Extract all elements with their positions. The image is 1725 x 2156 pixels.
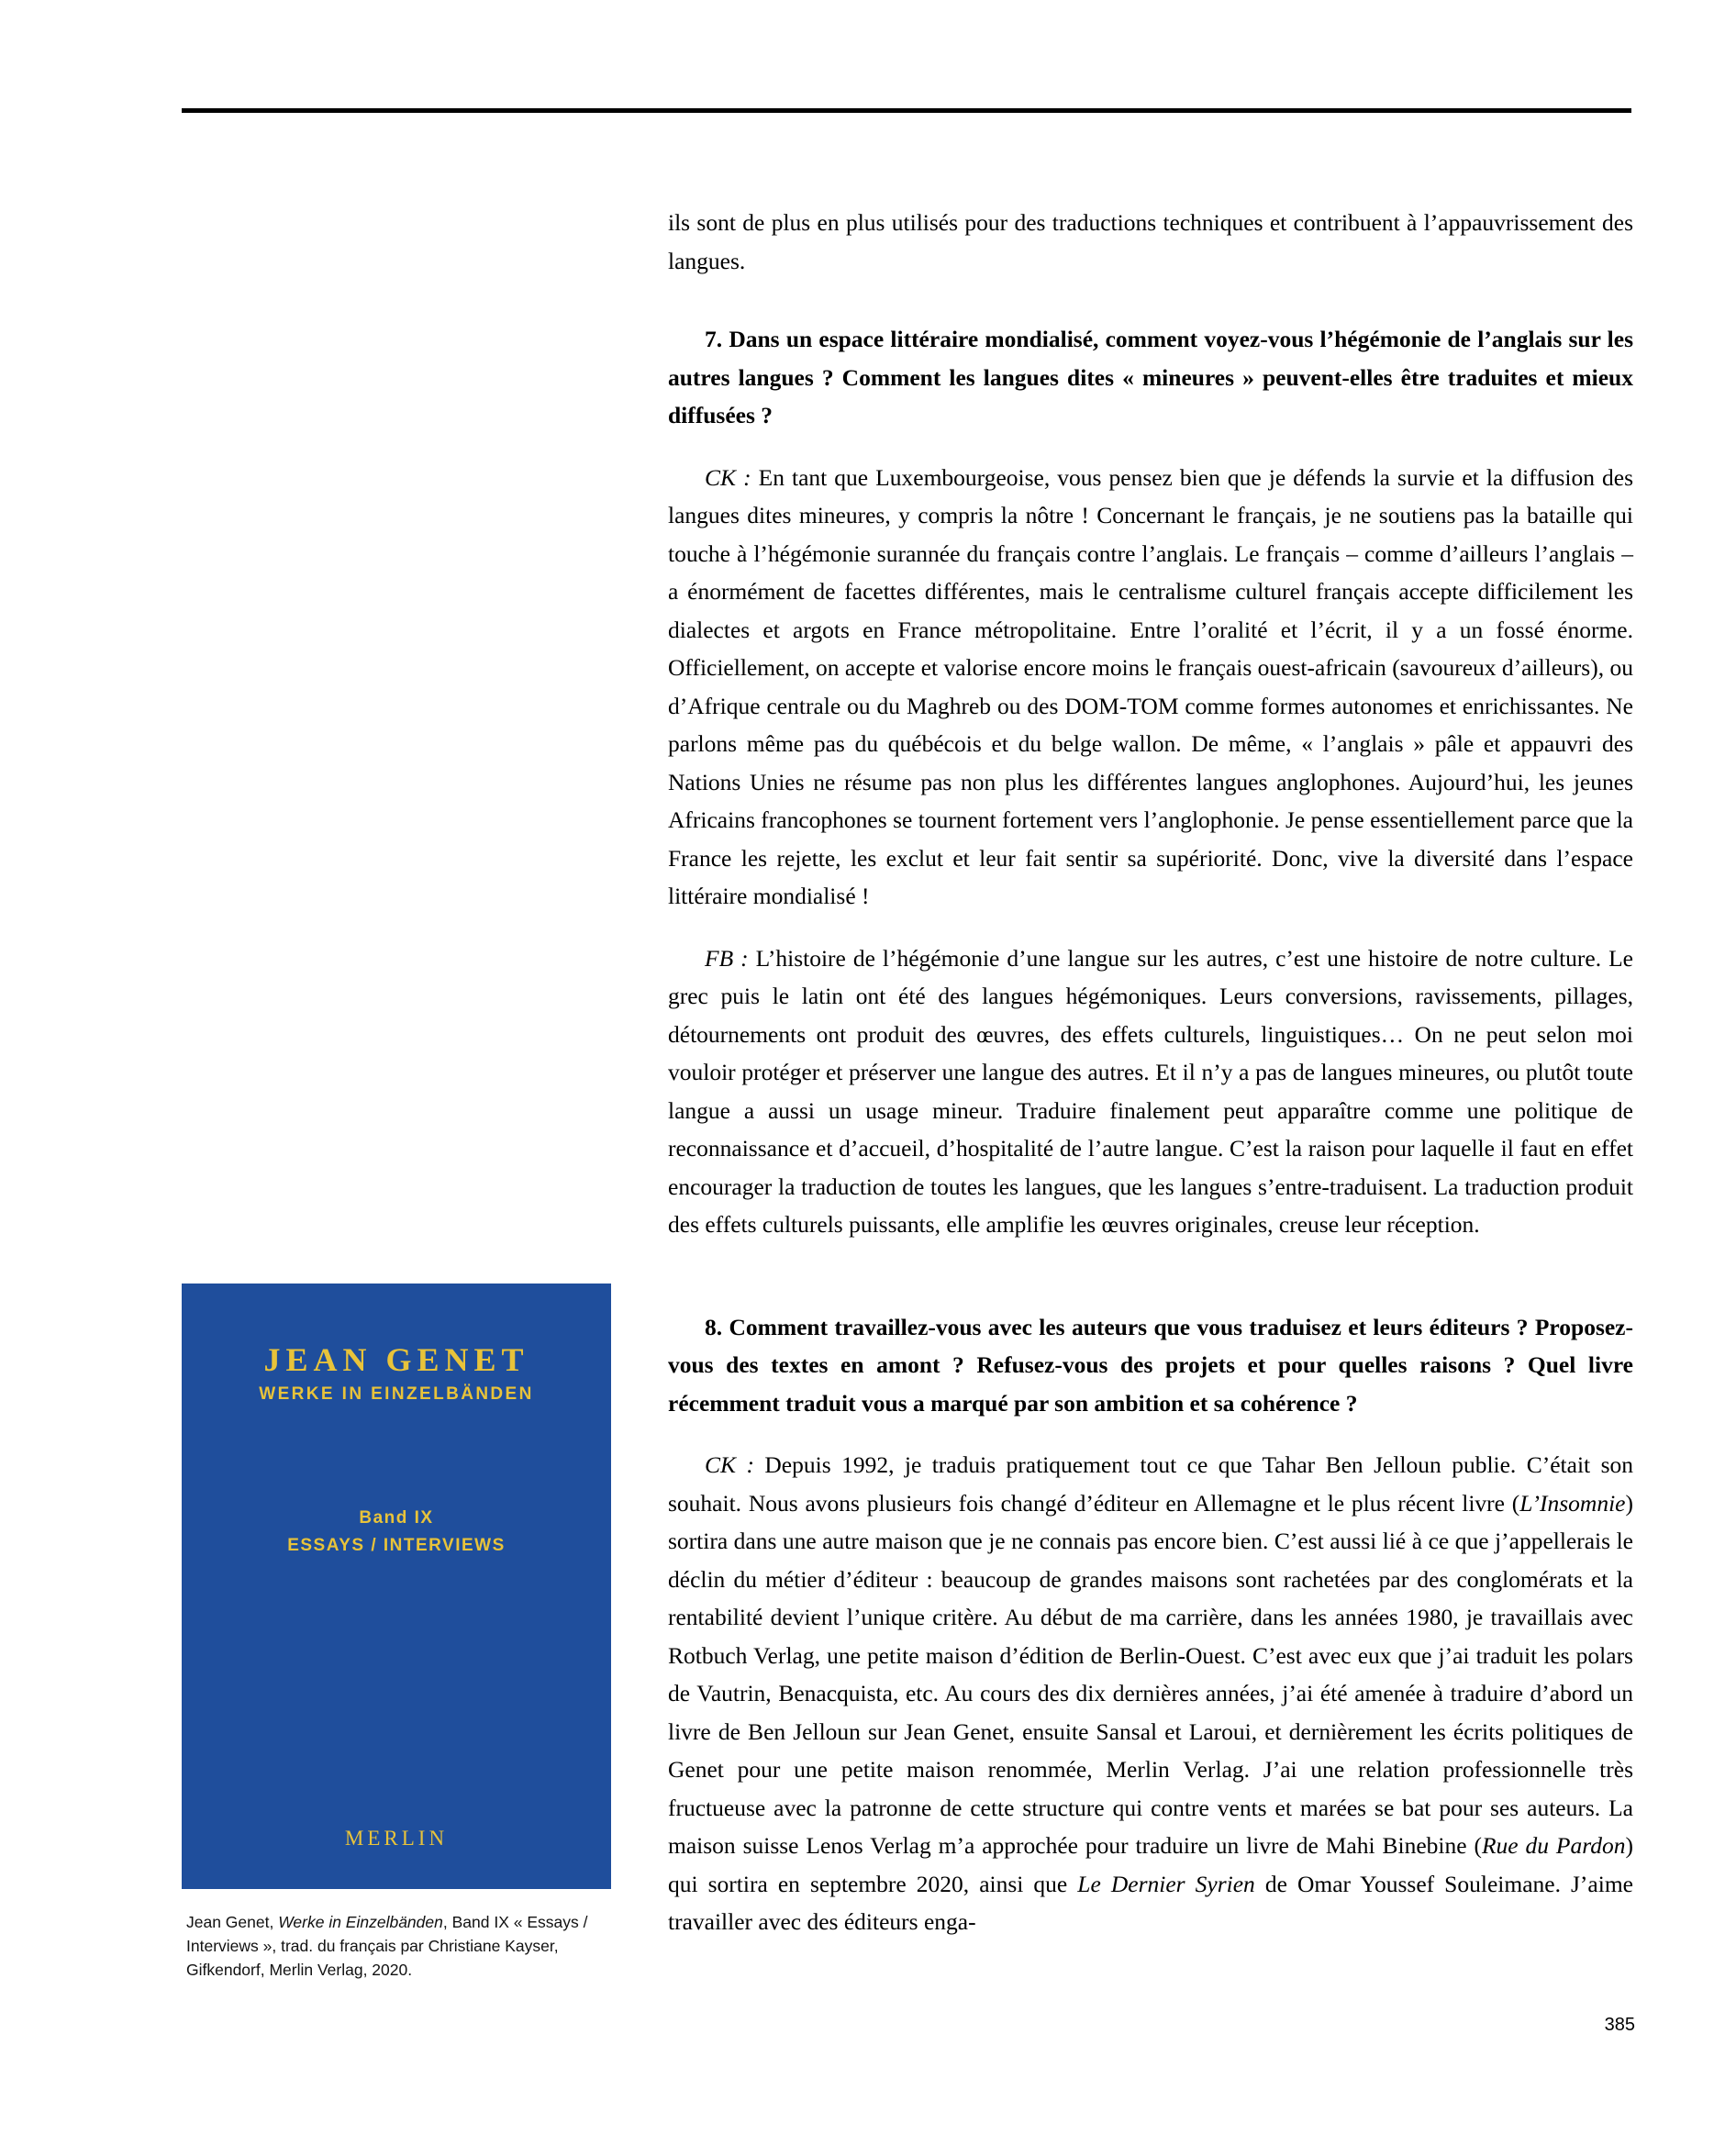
cover-band-number: Band IX xyxy=(359,1508,434,1528)
book-title-insomnie: L’Insomnie xyxy=(1519,1489,1626,1517)
caption-text-1: Jean Genet, xyxy=(186,1913,279,1931)
answer-8-ck xyxy=(668,1446,1633,1941)
caption-book-title: Werke in Einzelbänden xyxy=(278,1913,443,1931)
spacer xyxy=(668,1284,1633,1308)
cover-subtitle: WERKE IN EINZELBÄNDEN xyxy=(259,1384,534,1404)
page-number: 385 xyxy=(1604,2015,1635,2035)
answer-7-ck xyxy=(668,459,1633,916)
answer-7-fb xyxy=(668,939,1633,1244)
question-7: 7. Dans un espace littéraire mondialisé, comment voyez-vous l’hégémonie de l’anglais sur les autres langues ? Comment les langues dites « mineures » peuvent-elles être traduites et mieux diffusées ? xyxy=(668,326,1633,428)
speaker-label-fb: FB : xyxy=(705,944,749,972)
spacer xyxy=(668,916,1633,939)
speaker-label-ck-2: CK : xyxy=(705,1451,754,1478)
header-rule xyxy=(182,108,1631,113)
cover-publisher: MERLIN xyxy=(344,1827,449,1850)
paragraph-intro: ils sont de plus en plus utilisés pour des traductions techniques et contribuent à l’appauvrissement des langues. xyxy=(668,209,1633,274)
spacer xyxy=(668,280,1633,320)
spacer xyxy=(668,1422,1633,1446)
spacer xyxy=(668,435,1633,459)
caption-text-2: , Band IX « Essays / Interviews », trad. du français par Christiane Kayser, Gifkendorf, Merlin Verlag, 2020. xyxy=(186,1913,588,1979)
cover-title: JEAN GENET xyxy=(263,1341,529,1378)
cover-content-type: ESSAYS / INTERVIEWS xyxy=(287,1536,506,1555)
book-title-rue-du-pardon: Rue du Pardon xyxy=(1481,1832,1626,1859)
question-8: 8. Comment travaillez-vous avec les auteurs que vous traduisez et leurs éditeurs ? Proposez-vous des textes en amont ? Refusez-vous des projets et pour quelles raisons ? Quel livre récemment traduit vous a marqué par son ambition et sa cohérence ? xyxy=(668,1313,1633,1417)
answer-8-ck-text-2: ) sortira dans une autre maison que je ne connais pas encore bien. C’est aussi lié à ce que j’appellerais le déclin du métier d’éditeur : beaucoup de grandes maisons sont rachetées par des conglomérats et la rentabilité devient l’unique critère. Au début de ma carrière, dans les années 1980, je travaillais avec Rotbuch Verlag, une petite maison d’édition de Berlin-Ouest. C’est avec eux que j’ai traduit les polars de Vautrin, Benacquista, etc. Au cours des dix dernières années, j’ai été amenée à traduire d’abord un livre de Ben Jelloun sur Jean Genet, ensuite Sansal et Laroui, et dernièrement les écrits politiques de Genet pour une petite maison renommée, Merlin Verlag. J’ai une relation professionnelle très fructueuse avec la patronne de cette structure qui contre vents et marées se bat pour ses auteurs. La maison suisse Lenos Verlag m’a approchée pour traduire un livre de Mahi Binebine ( xyxy=(668,1489,1633,1859)
answer-8-ck-text-1: Depuis 1992, je traduis pratiquement tout ce que Tahar Ben Jelloun publie. C’était son souhait. Nous avons plusieurs fois changé d’éditeur en Allemagne et le plus récent livre ( xyxy=(668,1451,1633,1517)
speaker-label-ck: CK : xyxy=(705,463,751,491)
spacer xyxy=(668,1244,1633,1284)
answer-7-fb-text: L’histoire de l’hégémonie d’une langue sur les autres, c’est une histoire de notre culture. Le grec puis le latin ont été des langues hégémoniques. Leurs conversions, ravissements, pillages, détournements ont produit des œuvres, des effets culturels, linguistiques… On ne peut selon moi vouloir protéger et préserver une langue des autres. Et il n’y a pas de langues mineures, ou plutôt toute langue a aussi un usage mineur. Traduire finalement peut apparaître comme une politique de reconnaissance et d’accueil, d’hospitalité de l’autre langue. C’est la raison pour laquelle il faut en effet encourager la traduction de toutes les langues, que les langues s’entre-traduisent. La traduction produit des effets culturels puissants, elle amplifie les œuvres originales, creuse leur réception. xyxy=(668,944,1633,1238)
book-title-dernier-syrien: Le Dernier Syrien xyxy=(1077,1870,1255,1897)
figure-caption xyxy=(186,1910,590,1982)
main-text-column xyxy=(668,204,1633,1941)
answer-8-ck-text-3: ) qui sortira en septembre 2020, ainsi que xyxy=(668,1832,1633,1897)
book-cover-image xyxy=(182,1284,611,1889)
answer-7-ck-text: En tant que Luxembourgeoise, vous pensez bien que je défends la survie et la diffusion des langues dites mineures, y compris la nôtre ! Concernant le français, je ne soutiens pas la bataille qui touche à l’hégémonie surannée du français contre l’anglais. Le français – comme d’ailleurs l’anglais – a énormément de facettes différentes, mais le centralisme culturel français accepte difficilement les dialectes et argots en France métropolitaine. Entre l’oralité et l’écrit, il y a un fossé énorme. Officiellement, on accepte et valorise encore moins le français ouest-africain (savoureux d’ailleurs), ou d’Afrique centrale ou du Maghreb ou des DOM-TOM comme formes autonomes et enrichissantes. Ne parlons même pas du québécois et du belge wallon. De même, « l’anglais » pâle et appauvri des Nations Unies ne résume pas non plus les différentes langues anglophones. Aujourd’hui, les jeunes Africains francophones se tournent fortement vers l’anglophonie. Je pense essentiellement parce que la France les rejette, les exclut et leur fait sentir sa supériorité. Donc, vive la diversité dans l’espace littéraire mondialisé ! xyxy=(668,463,1633,909)
answer-8-ck-text-4: de Omar Youssef Souleimane. J’aime travailler avec des éditeurs enga- xyxy=(668,1870,1633,1935)
